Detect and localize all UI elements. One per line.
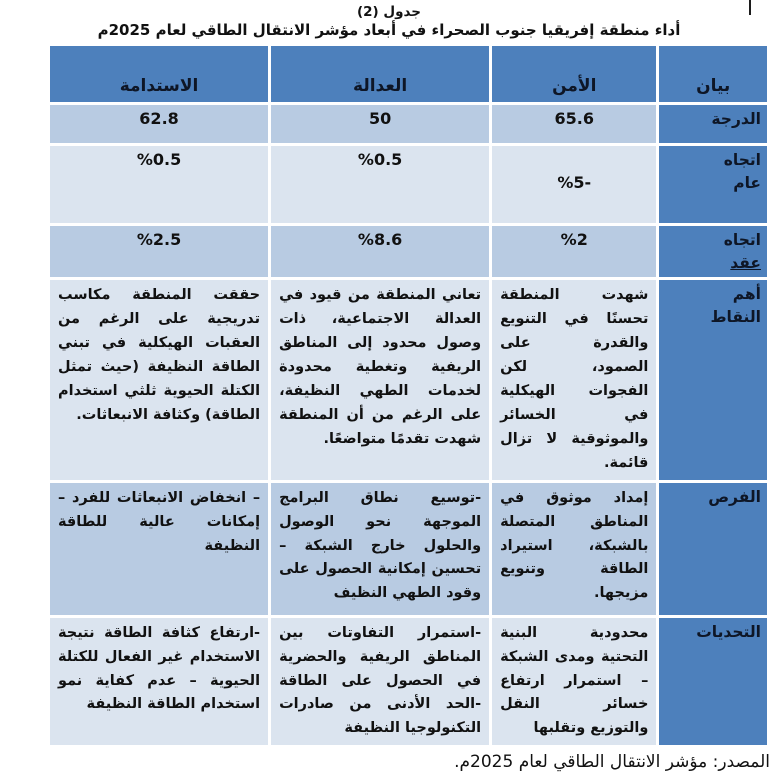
trend-decade-equity bbox=[271, 226, 489, 277]
highlights-label-line2: النقاط bbox=[710, 307, 761, 326]
challenges-security: محدودية البنية التحتية ومدى الشبكة – استمرار ارتفاع خسائر النقل والتوزيع وتقلبها bbox=[492, 618, 656, 746]
highlights-label-line1: أهم bbox=[732, 285, 761, 304]
table-number-title: جدول (2) bbox=[356, 4, 422, 20]
header-cell-sustainability: الاستدامة bbox=[50, 46, 268, 102]
trend-decade-row bbox=[50, 226, 767, 277]
opportunities-security: إمداد موثوق في المناطق المتصلة بالشبكة، استيراد الطاقة وتنويع مزيجها. bbox=[492, 483, 656, 615]
highlights-row bbox=[50, 280, 767, 479]
score-sustainability bbox=[50, 105, 268, 143]
header-cell-label: بيان bbox=[659, 46, 767, 102]
challenges-equity: -استمرار التفاوتات بين المناطق الريفية والحضرية في الحصول على الطاقة -الحد الأدنى من صادرات التكنولوجيا النظيفة bbox=[271, 618, 489, 746]
challenges-row bbox=[50, 618, 767, 746]
opportunities-sustainability: – انخفاض الانبعاثات للفرد – إمكانات عالية للطاقة النظيفة bbox=[50, 483, 268, 615]
highlights-security: شهدت المنطقة تحسنًا في التنويع والقدرة على الصمود، لكن الفجوات الهيكلية في الخسائر والموثوقية لا تزال قائمة. bbox=[492, 280, 656, 479]
trend-year-row bbox=[50, 146, 767, 223]
header-row bbox=[50, 46, 767, 102]
trend-year-label-line2: عام bbox=[733, 173, 761, 192]
energy-transition-table bbox=[47, 43, 770, 748]
challenges-row-header: التحديات bbox=[659, 618, 767, 746]
trend-decade-row-header bbox=[659, 226, 767, 277]
trend-decade-sustainability-value: %2.5 bbox=[136, 230, 182, 250]
trend-decade-label-line1: اتجاه bbox=[723, 231, 761, 250]
opportunities-equity: -توسيع نطاق البرامج الموجهة نحو الوصول والحلول خارج الشبكة – تحسين إمكانية الحصول على وقود الطهي النظيف bbox=[271, 483, 489, 615]
trend-year-security bbox=[492, 146, 656, 223]
trend-year-label-line1: اتجاه bbox=[723, 151, 761, 170]
highlights-sustainability: حققت المنطقة مكاسب تدريجية على الرغم من العقبات الهيكلية في تبني الطاقة النظيفة (حيث تمثل الكتلة الحيوية ثلثي استخدام الطاقة) وكثافة الانبعاثات. bbox=[50, 280, 268, 479]
table-titles bbox=[0, 0, 778, 40]
trend-decade-equity-value: %8.6 bbox=[357, 230, 403, 250]
highlights-equity: تعاني المنطقة من قيود في العدالة الاجتماعية، ذات وصول محدود إلى المناطق الريفية وتغطية محدودة لخدمات الطهي النظيفة، على الرغم من أن المنطقة شهدت تقدمًا متواضعًا. bbox=[271, 280, 489, 479]
trend-decade-label-line2: عقد bbox=[730, 253, 761, 272]
source-note: المصدر: مؤشر الانتقال الطاقي لعام 2025م. bbox=[454, 752, 770, 772]
highlights-row-header bbox=[659, 280, 767, 479]
score-row bbox=[50, 105, 767, 143]
trend-decade-security-value: %2 bbox=[560, 230, 588, 250]
opportunities-row-header: الفرص bbox=[659, 483, 767, 615]
challenges-sustainability: -ارتفاع كثافة الطاقة نتيجة الاستخدام غير الفعال للكتلة الحيوية – عدم كفاية نمو استخدام الطاقة النظيفة bbox=[50, 618, 268, 746]
table-subtitle: أداء منطقة إفريقيا جنوب الصحراء في أبعاد مؤشر الانتقال الطاقي لعام 2025م bbox=[97, 20, 681, 39]
trend-decade-sustainability bbox=[50, 226, 268, 277]
score-sustainability-value: 62.8 bbox=[139, 109, 179, 129]
trend-year-row-header bbox=[659, 146, 767, 223]
score-row-header: الدرجة bbox=[659, 105, 767, 143]
trend-decade-security bbox=[492, 226, 656, 277]
trend-year-security-value: %5- bbox=[557, 173, 592, 193]
trend-year-equity-value: %0.5 bbox=[357, 150, 403, 170]
trend-year-sustainability bbox=[50, 146, 268, 223]
header-cell-security: الأمن bbox=[492, 46, 656, 102]
score-equity bbox=[271, 105, 489, 143]
trend-year-equity bbox=[271, 146, 489, 223]
score-security bbox=[492, 105, 656, 143]
score-security-value: 65.6 bbox=[554, 109, 594, 129]
text-caret-artifact bbox=[749, 0, 751, 15]
score-equity-value: 50 bbox=[368, 109, 392, 129]
opportunities-row bbox=[50, 483, 767, 615]
header-cell-equity: العدالة bbox=[271, 46, 489, 102]
trend-year-sustainability-value: %0.5 bbox=[136, 150, 182, 170]
